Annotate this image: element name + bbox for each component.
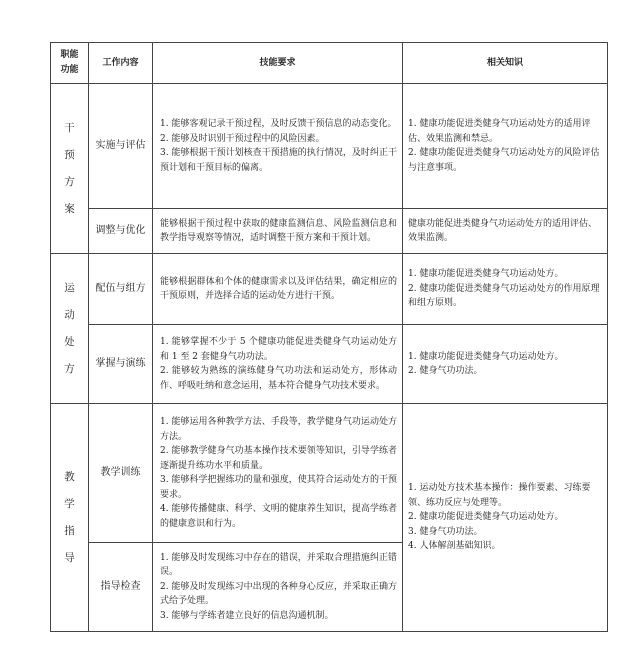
- header-function: 职能 功能: [51, 43, 89, 84]
- table-row: [51, 84, 608, 209]
- skill-cell: 1. 能够客观记录干预过程，及时反馈干预信息的动态变化。 2. 能够及时识别干预过程中的风险因素。 3. 能够根据干预计划核查干预措施的执行情况，及时纠正干预计划和干预目标的偏离。: [153, 84, 403, 209]
- skill-cell: 1. 能够运用各种教学方法、手段等，教学健身气功运动处方方法。 2. 能够教学健身气功基本操作技术要领等知识，引导学练者逐渐提升练功水平和质量。 3. 能够科学把握练功的量和强度，使其符合运动处方的干预要求。 4. 能够传播健康、科学、文明的健康养生知识，提高学练者的健康意识和行为。: [153, 404, 403, 543]
- work-content-cell: 实施与评估: [89, 84, 153, 209]
- table-row: [51, 209, 608, 254]
- work-content-cell: 指导检查: [89, 543, 153, 632]
- skill-cell: 1. 能够及时发现练习中存在的错误，并采取合理措施纠正错误。 2. 能够及时发现练习中出现的各种身心反应，并采取正确方式给予处理。 3. 能够与学练者建立良好的信息沟通机制。: [153, 543, 403, 632]
- knowledge-cell: 1. 健康功能促进类健身气功运动处方的适用评估、效果监测和禁忌。 2. 健康功能促进类健身气功运动处方的风险评估与注意事项。: [403, 84, 608, 209]
- header-skill-requirements: 技能要求: [153, 43, 403, 84]
- header-related-knowledge: 相关知识: [403, 43, 608, 84]
- table-row: [51, 325, 608, 404]
- knowledge-cell: 1. 健康功能促进类健身气功运动处方。 2. 健身气功功法。: [403, 325, 608, 404]
- function-cell: 干 预 方 案: [51, 84, 89, 254]
- work-content-cell: 调整与优化: [89, 209, 153, 254]
- work-content-cell: 教学训练: [89, 404, 153, 543]
- knowledge-cell: 1. 健康功能促进类健身气功运动处方。 2. 健康功能促进类健身气功运动处方的作用原理和组方原则。: [403, 254, 608, 325]
- skill-cell: 能够根据群体和个体的健康需求以及评估结果，确定相应的干预原则，并选择合适的运动处方进行干预。: [153, 254, 403, 325]
- work-content-cell: 配伍与组方: [89, 254, 153, 325]
- knowledge-cell: 健康功能促进类健身气功运动处方的适用评估、效果监测。: [403, 209, 608, 254]
- header-work-content: 工作内容: [89, 43, 153, 84]
- table-header-row: [51, 43, 608, 84]
- function-cell: 运 动 处 方: [51, 254, 89, 404]
- knowledge-cell: 1. 运动处方技术基本操作：操作要素、习练要领、练功反应与处理等。 2. 健康功能促进类健身气功运动处方。 3. 健身气功功法。 4. 人体解剖基础知识。: [403, 404, 608, 632]
- competency-table: [50, 42, 608, 632]
- function-cell: 教 学 指 导: [51, 404, 89, 632]
- table-row: [51, 254, 608, 325]
- work-content-cell: 掌握与演练: [89, 325, 153, 404]
- skill-cell: 能够根据干预过程中获取的健康监测信息、风险监测信息和教学指导观察等情况，适时调整干预方案和干预计划。: [153, 209, 403, 254]
- table-row: [51, 404, 608, 543]
- skill-cell: 1. 能够掌握不少于 5 个健康功能促进类健身气功运动处方和 1 至 2 套健身气功功法。 2. 能够较为熟练的演练健身气功功法和运动处方，形体动作、呼吸吐纳和意念运用，基本符合健身气功技术要求。: [153, 325, 403, 404]
